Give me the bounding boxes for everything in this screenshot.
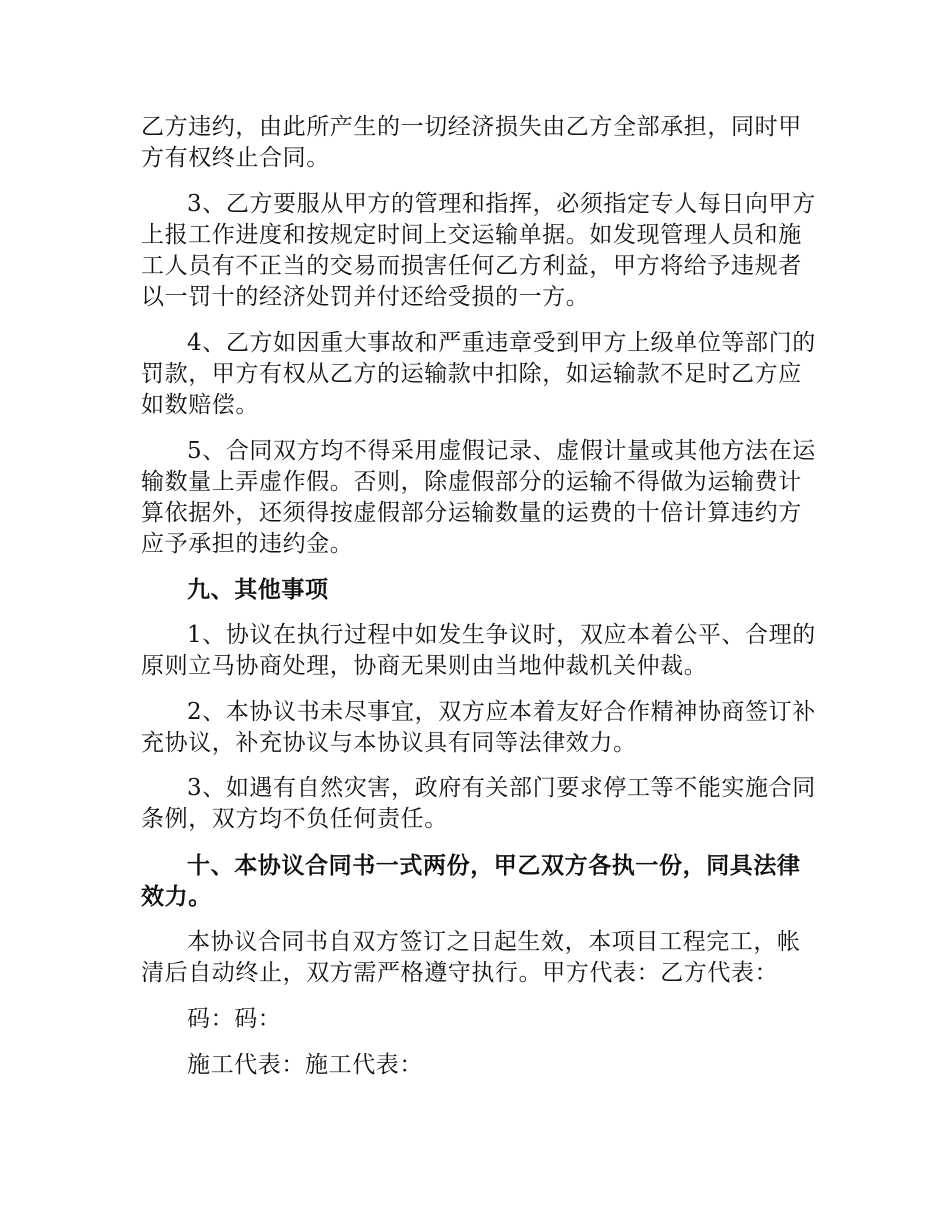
- signature-code-line: 码：码：: [187, 1006, 282, 1032]
- section-heading-10: 十、本协议合同书一式两份，甲乙双方各执一份，同具法律效力。: [141, 852, 801, 910]
- signature-construction-rep-line: 施工代表：施工代表：: [187, 1052, 423, 1078]
- paragraph-other-2-supplement: 2、本协议书未尽事宜，双方应本着友好合作精神协商签订补充协议，补充协议与本协议具有同等法律效力。: [141, 699, 816, 756]
- paragraph-effective-date: 本协议合同书自双方签订之日起生效，本项目工程完工，帐清后自动终止，双方需严格遵守执行。甲方代表：乙方代表：: [141, 929, 801, 986]
- paragraph-other-3-force-majeure: 3、如遇有自然灾害，政府有关部门要求停工等不能实施合同条例，双方均不负任何责任。: [141, 775, 816, 832]
- paragraph-clause-5-falsification: 5、合同双方均不得采用虚假记录、虚假计量或其他方法在运输数量上弄虚作假。否则，除虚假部分的运输不得做为运输费计算依据外，还须得按虚假部分运输数量的运费的十倍计算违约方应予承担的违约金。: [141, 438, 816, 557]
- section-heading-9: 九、其他事项: [187, 576, 329, 603]
- paragraph-breach-liability: 乙方违约，由此所产生的一切经济损失由乙方全部承担，同时甲方有权终止合同。: [141, 114, 802, 171]
- paragraph-clause-3-management: 3、乙方要服从甲方的管理和指挥，必须指定专人每日向甲方上报工作进度和按规定时间上交运输单据。如发现管理人员和施工人员有不正当的交易而损害任何乙方利益，甲方将给予违规者以一罚十的经济处罚并付还给受损的一方。: [141, 191, 816, 310]
- paragraph-other-1-dispute: 1、协议在执行过程中如发生争议时，双应本着公平、合理的原则立马协商处理，协商无果则由当地仲裁机关仲裁。: [141, 622, 816, 679]
- paragraph-clause-4-fines: 4、乙方如因重大事故和严重违章受到甲方上级单位等部门的罚款，甲方有权从乙方的运输款中扣除，如运输款不足时乙方应如数赔偿。: [141, 330, 816, 418]
